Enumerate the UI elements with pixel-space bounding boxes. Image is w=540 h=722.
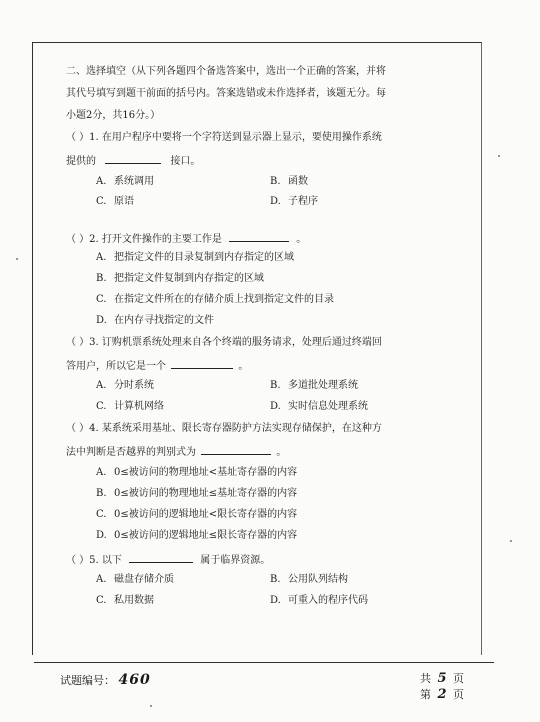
section-heading-line3: 小题2分，共16分。） xyxy=(66,110,161,121)
question-5-stem-pre: （ ）5. 以下 xyxy=(66,555,122,566)
question-3-option-c: C. 计算机网络 xyxy=(96,401,164,412)
question-1-option-d: D. 子程序 xyxy=(270,196,318,207)
section-heading-line2: 其代号填写到题干前面的括号内。答案选错或未作选择者，该题无分。每 xyxy=(66,88,386,99)
question-1-option-c: C. 原语 xyxy=(96,196,134,207)
total-pages: 共 5 页 xyxy=(420,671,465,686)
question-2-stem-line1 xyxy=(66,231,306,246)
question-3-option-b: B. 多道批处理系统 xyxy=(270,380,358,391)
scan-speck xyxy=(16,258,18,260)
question-2-stem-post: 。 xyxy=(296,234,307,245)
question-2-option-d: D. 在内存寻找指定的文件 xyxy=(96,315,214,326)
scan-speck xyxy=(150,705,152,707)
page-number: 第 2 页 xyxy=(420,687,465,702)
exam-code xyxy=(60,672,151,688)
question-3-stem-line1: （ ）3. 订购机票系统处理来自各个终端的服务请求，处理后通过终端回 xyxy=(66,337,382,348)
question-3-stem-pre: 答用户，所以它是一个 xyxy=(66,361,166,372)
question-3-option-d: D. 实时信息处理系统 xyxy=(270,401,368,412)
question-3-answer-blank[interactable] xyxy=(171,358,233,369)
question-4-stem-line1: （ ）4. 某系统采用基址、限长寄存器防护方法实现存储保护，在这种方 xyxy=(66,423,382,434)
question-4-stem-post: 。 xyxy=(276,447,287,458)
scan-speck xyxy=(510,540,512,542)
question-4-option-d: D. 0≤被访问的逻辑地址≤限长寄存器的内容 xyxy=(96,530,298,541)
question-1-stem-pre: 提供的 xyxy=(66,156,96,167)
page-number-value: 2 xyxy=(437,687,447,702)
question-5-option-b: B. 公用队列结构 xyxy=(270,574,348,585)
question-5-option-a: A. 磁盘存储介质 xyxy=(96,574,174,585)
question-4-option-c: C. 0≤被访问的逻辑地址<限长寄存器的内容 xyxy=(96,509,298,520)
question-1-answer-blank[interactable] xyxy=(105,153,161,164)
question-4-answer-blank[interactable] xyxy=(201,444,271,455)
question-5-stem-post: 属于临界资源。 xyxy=(200,555,271,566)
question-4-stem-pre: 法中判断是否越界的判别式为 xyxy=(66,447,196,458)
total-pages-value: 5 xyxy=(437,671,447,686)
question-2-answer-blank[interactable] xyxy=(229,231,289,242)
question-4-stem-line2 xyxy=(66,444,286,459)
question-3-option-a: A. 分时系统 xyxy=(96,380,154,391)
question-4-option-b: B. 0≤被访问的物理地址≤基址寄存器的内容 xyxy=(96,488,298,499)
question-5-option-d: D. 可重入的程序代码 xyxy=(270,595,368,606)
question-1-option-a: A. 系统调用 xyxy=(96,176,154,187)
question-1-stem-post: 接口。 xyxy=(170,156,201,167)
question-2-option-c: C. 在指定文件所在的存储介质上找到指定文件的目录 xyxy=(96,294,334,305)
scan-speck xyxy=(498,155,500,157)
question-3-stem-post: 。 xyxy=(238,361,249,372)
question-1-option-b: B. 函数 xyxy=(270,176,308,187)
question-5-answer-blank[interactable] xyxy=(129,552,193,563)
question-1-stem-line1: （ ）1. 在用户程序中要将一个字符送到显示器上显示，要使用操作系统 xyxy=(66,132,382,143)
question-2-option-b: B. 把指定文件复制到内存指定的区域 xyxy=(96,273,264,284)
question-2-stem-pre: （ ）2. 打开文件操作的主要工作是 xyxy=(66,234,222,245)
footer-rule xyxy=(34,662,494,663)
question-5-option-c: C. 私用数据 xyxy=(96,595,154,606)
section-heading-line1: 二、选择填空（从下列各题四个备选答案中，选出一个正确的答案，并将 xyxy=(66,66,386,77)
question-5-stem-line1 xyxy=(66,552,270,567)
question-4-option-a: A. 0≤被访问的物理地址<基址寄存器的内容 xyxy=(96,467,298,478)
question-2-option-a: A. 把指定文件的目录复制到内存指定的区域 xyxy=(96,252,294,263)
exam-code-value: 460 xyxy=(118,672,151,688)
question-3-stem-line2 xyxy=(66,358,248,373)
question-1-stem-line2 xyxy=(66,153,200,168)
exam-code-label: 试题编号： xyxy=(60,674,115,687)
